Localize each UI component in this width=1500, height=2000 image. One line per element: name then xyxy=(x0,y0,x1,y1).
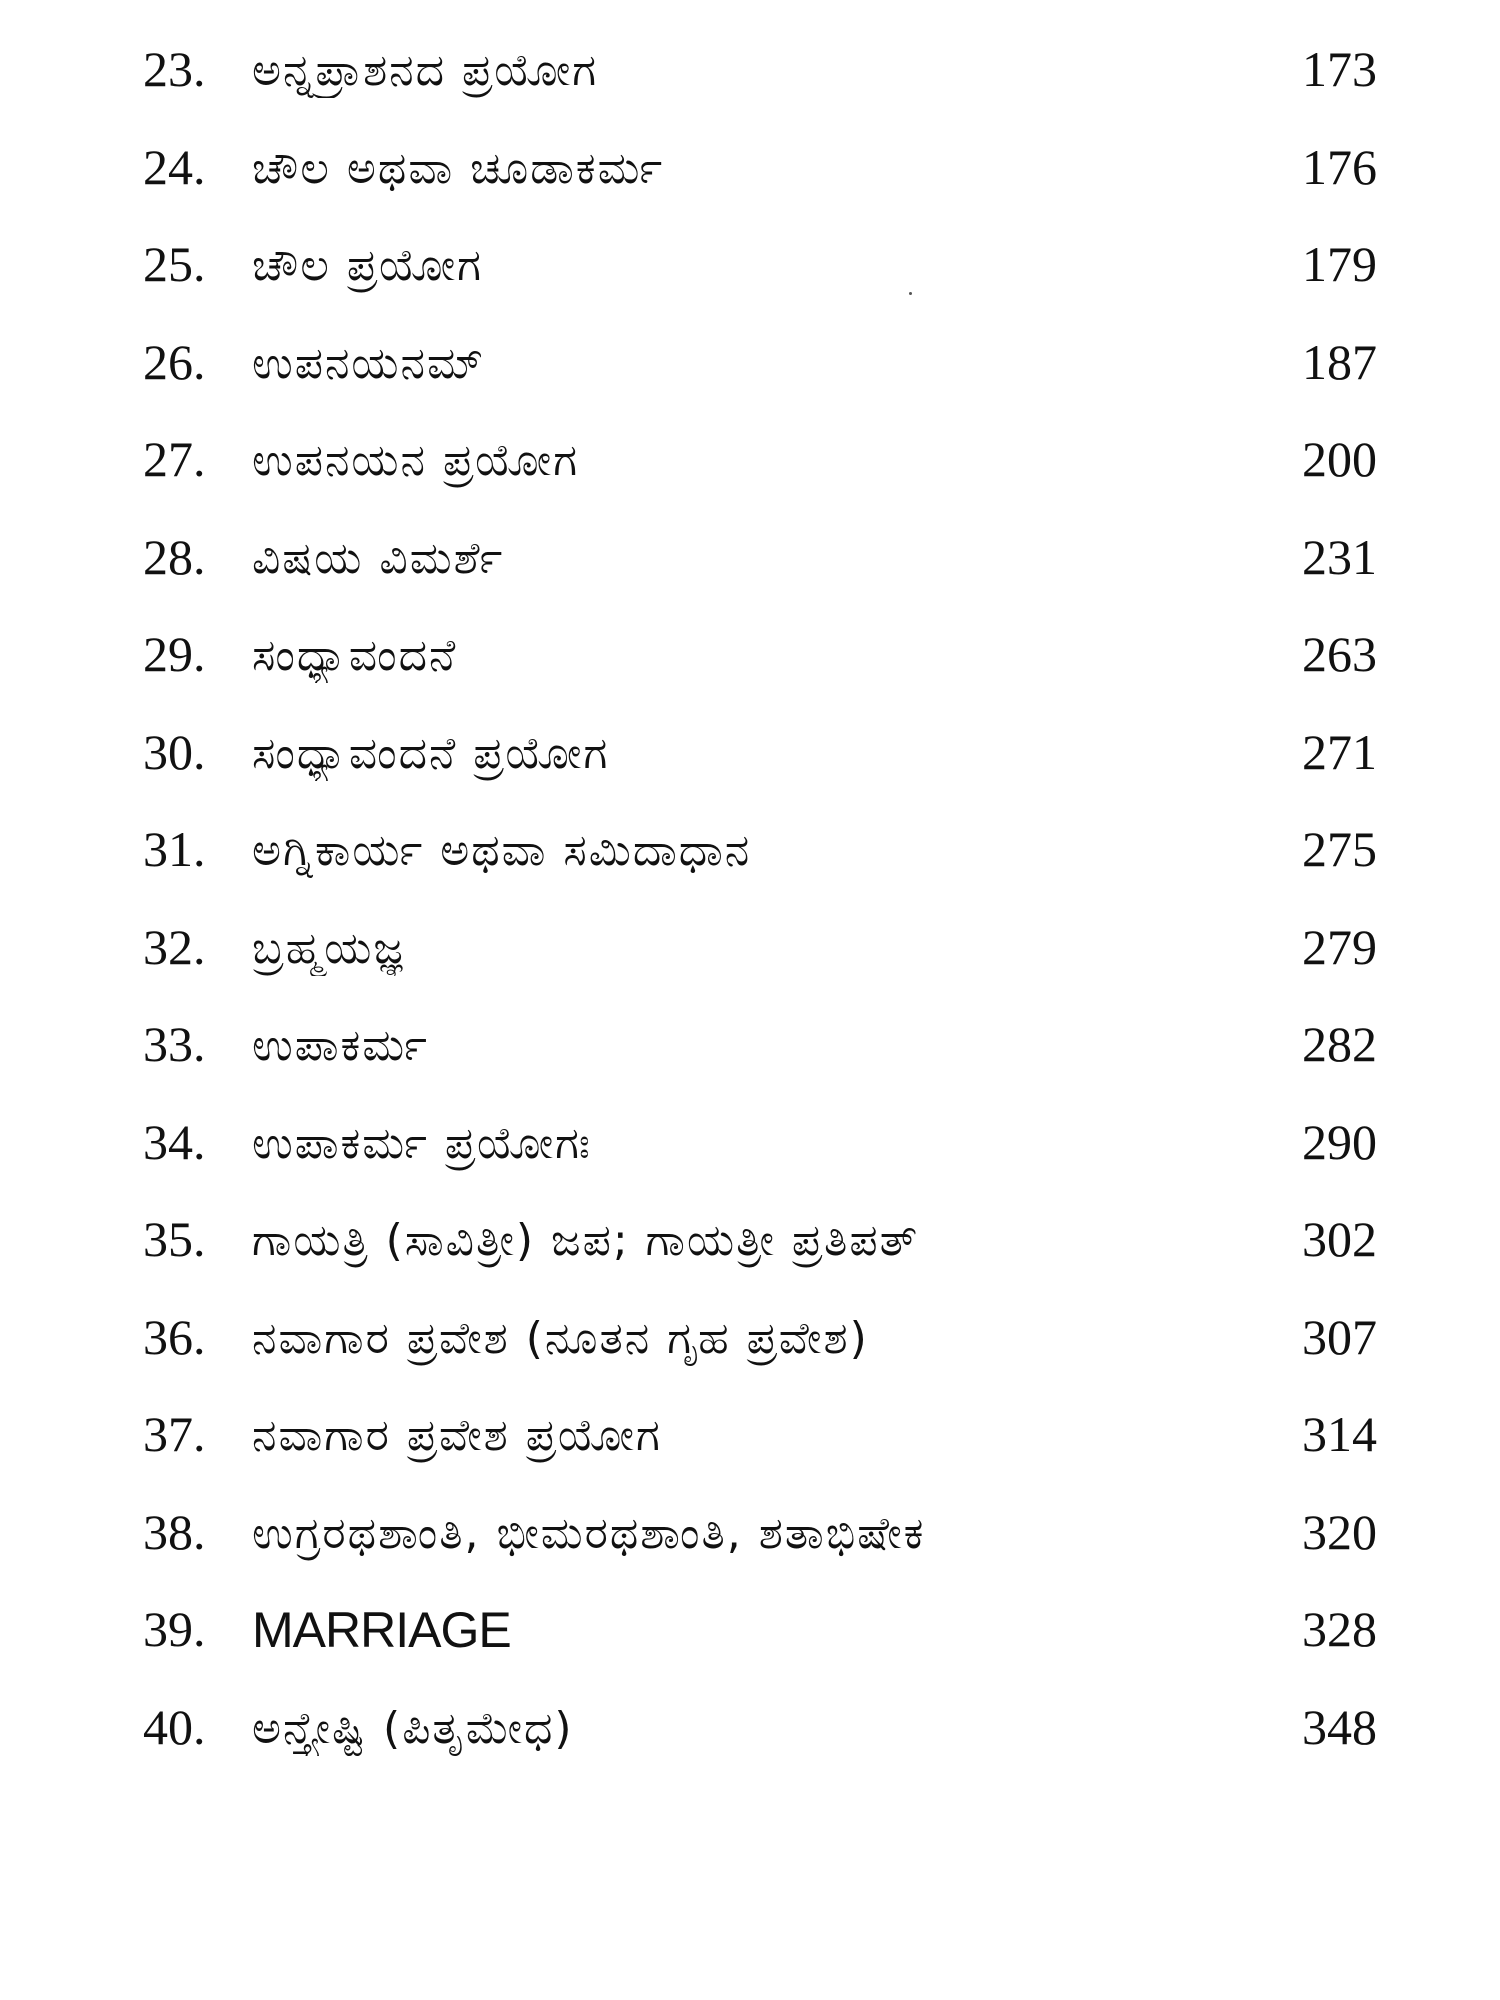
scan-speck xyxy=(909,292,912,295)
toc-entry xyxy=(0,1298,1500,1396)
entry-page-number: 279 xyxy=(1302,918,1377,975)
entry-page-number: 307 xyxy=(1302,1308,1377,1365)
entry-title: ಉಪನಯನಮ್ xyxy=(252,337,486,389)
toc-entry xyxy=(0,615,1500,713)
entry-number: 34. xyxy=(143,1113,206,1170)
entry-number: 29. xyxy=(143,626,206,682)
entry-page-number: 290 xyxy=(1302,1113,1377,1170)
entry-number: 35. xyxy=(143,1211,206,1267)
entry-title: ಉಪನಯನ ಪ್ರಯೋಗ xyxy=(252,435,580,486)
entry-number: 25. xyxy=(143,236,206,292)
entry-title: ಸಂಧ್ಯಾವಂದನೆ xyxy=(252,630,458,681)
entry-title: ಅನ್ತ್ಯೇಷ್ಟಿ (ಪಿತೃಮೇಧ) xyxy=(252,1702,574,1754)
toc-entry xyxy=(0,518,1500,616)
entry-number: 27. xyxy=(143,431,206,487)
toc-entry xyxy=(0,30,1500,128)
entry-page-number: 187 xyxy=(1302,333,1377,390)
entry-title: MARRIAGE xyxy=(252,1604,511,1656)
entry-number: 26. xyxy=(143,333,206,390)
entry-number: 38. xyxy=(143,1503,206,1560)
entry-number: 23. xyxy=(143,41,206,97)
toc-entry xyxy=(0,1688,1500,1786)
entry-page-number: 263 xyxy=(1302,626,1377,682)
entry-title: ಉಗ್ರರಥಶಾಂತಿ, ಭೀಮರಥಶಾಂತಿ, ಶತಾಭಿಷೇಕ xyxy=(252,1507,926,1559)
entry-title: ಸಂಧ್ಯಾವಂದನೆ ಪ್ರಯೋಗ xyxy=(252,727,610,779)
toc-entry xyxy=(0,908,1500,1006)
toc-entry xyxy=(0,1493,1500,1591)
toc-entry xyxy=(0,1395,1500,1493)
entry-title: ಉಪಾಕರ್ಮ xyxy=(252,1020,429,1071)
entry-title: ಉಪಾಕರ್ಮ ಪ್ರಯೋಗಃ xyxy=(252,1117,592,1169)
entry-title: ಚೌಲ ಪ್ರಯೋಗ xyxy=(252,240,483,291)
entry-page-number: 271 xyxy=(1302,723,1377,780)
entry-page-number: 314 xyxy=(1302,1406,1377,1462)
toc-entry xyxy=(0,225,1500,323)
toc-entry xyxy=(0,1200,1500,1298)
entry-title: ಚೌಲ ಅಥವಾ ಚೂಡಾಕರ್ಮ xyxy=(252,142,665,194)
entry-number: 33. xyxy=(143,1016,206,1072)
entry-number: 37. xyxy=(143,1406,206,1462)
entry-title: ನವಾಗಾರ ಪ್ರವೇಶ (ನೂತನ ಗೃಹ ಪ್ರವೇಶ) xyxy=(252,1312,869,1364)
entry-page-number: 179 xyxy=(1302,236,1377,292)
entry-number: 36. xyxy=(143,1308,206,1365)
entry-title: ಅನ್ನಪ್ರಾಶನದ ಪ್ರಯೋಗ xyxy=(252,45,599,96)
entry-number: 24. xyxy=(143,138,206,195)
toc-entry xyxy=(0,323,1500,421)
toc-entry xyxy=(0,420,1500,518)
table-of-contents xyxy=(0,30,1500,1785)
entry-page-number: 302 xyxy=(1302,1211,1377,1267)
entry-title: ಅಗ್ನಿಕಾರ್ಯ ಅಥವಾ ಸಮಿದಾಧಾನ xyxy=(252,825,752,876)
toc-entry xyxy=(0,128,1500,226)
entry-page-number: 320 xyxy=(1302,1503,1377,1560)
entry-number: 28. xyxy=(143,528,206,585)
entry-title: ನವಾಗಾರ ಪ್ರವೇಶ ಪ್ರಯೋಗ xyxy=(252,1410,662,1461)
toc-entry xyxy=(0,1103,1500,1201)
entry-page-number: 275 xyxy=(1302,821,1377,877)
entry-page-number: 328 xyxy=(1302,1601,1377,1657)
entry-page-number: 173 xyxy=(1302,41,1377,97)
entry-title: ಬ್ರಹ್ಮಯಜ್ಞ xyxy=(252,922,405,974)
entry-number: 32. xyxy=(143,918,206,975)
toc-entry xyxy=(0,1590,1500,1688)
entry-number: 31. xyxy=(143,821,206,877)
entry-number: 30. xyxy=(143,723,206,780)
toc-entry xyxy=(0,713,1500,811)
entry-page-number: 200 xyxy=(1302,431,1377,487)
entry-title: ಗಾಯತ್ರಿ (ಸಾವಿತ್ರೀ) ಜಪ; ಗಾಯತ್ರೀ ಪ್ರತಿಪತ್ xyxy=(252,1215,920,1266)
toc-entry xyxy=(0,810,1500,908)
toc-entry xyxy=(0,1005,1500,1103)
entry-number: 39. xyxy=(143,1601,206,1657)
entry-title: ವಿಷಯ ವಿಮರ್ಶೆ xyxy=(252,532,505,584)
entry-number: 40. xyxy=(143,1698,206,1755)
entry-page-number: 282 xyxy=(1302,1016,1377,1072)
entry-page-number: 348 xyxy=(1302,1698,1377,1755)
entry-page-number: 176 xyxy=(1302,138,1377,195)
entry-page-number: 231 xyxy=(1302,528,1377,585)
